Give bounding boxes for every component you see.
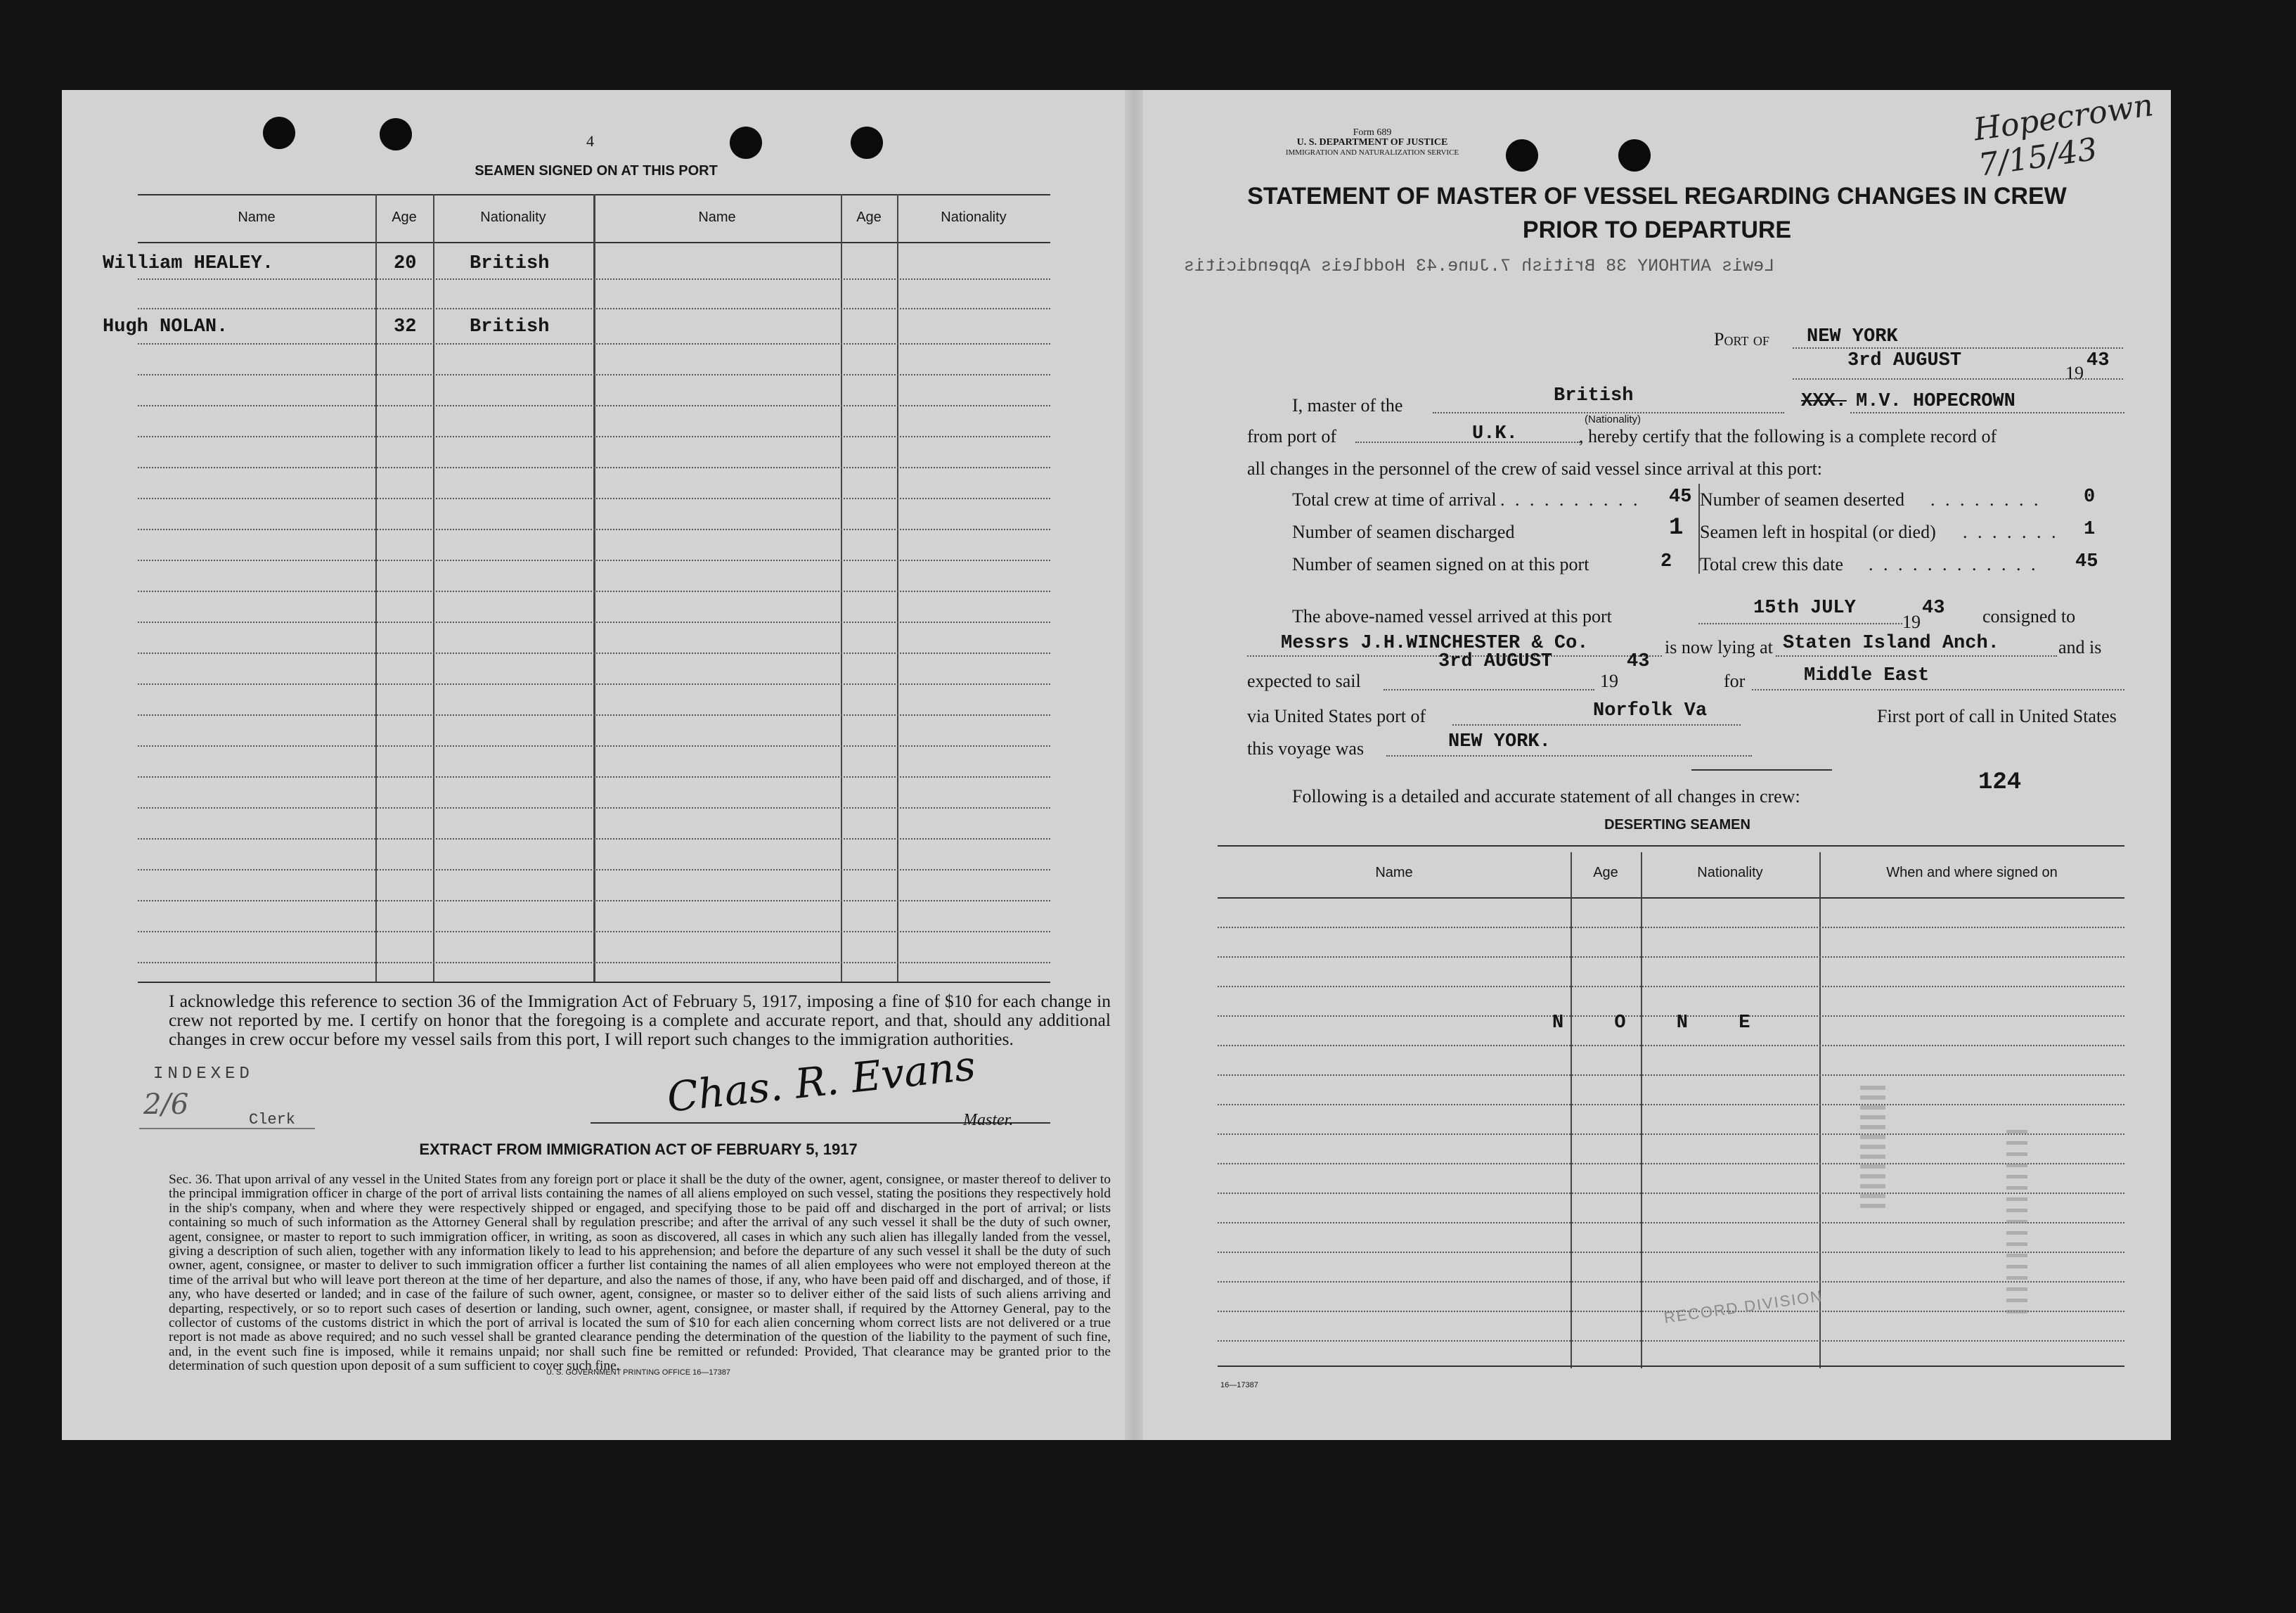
voyage-value: NEW YORK. xyxy=(1448,731,1551,752)
col-age: Age xyxy=(856,210,882,225)
date-stamp-mark xyxy=(1860,1081,1885,1208)
year-short-value: 43 xyxy=(1922,598,1945,619)
seaman-age: 32 xyxy=(394,316,417,338)
date-rule xyxy=(1793,378,2123,380)
row-rule xyxy=(138,776,1050,778)
form-header xyxy=(1274,128,1471,158)
deserted-value: 0 xyxy=(2084,487,2096,508)
extract-title: EXTRACT FROM IMMIGRATION ACT OF FEBRUARY 5, 1917 xyxy=(419,1140,858,1158)
deserting-row-rule xyxy=(1218,1340,2124,1342)
nationality-value: British xyxy=(1554,385,1634,406)
row-rule xyxy=(138,436,1050,437)
indexed-stamp: INDEXED xyxy=(153,1065,254,1084)
sail-date: 3rd AUGUST xyxy=(1438,651,1553,672)
row-rule xyxy=(138,529,1050,530)
number-124: 124 xyxy=(1978,769,2022,796)
seaman-name: William HEALEY. xyxy=(103,253,274,274)
from-port-rule xyxy=(1355,442,1580,443)
deserting-col-age: Age xyxy=(1593,865,1618,880)
vessel-value: M.V. HOPECROWN xyxy=(1856,391,2016,412)
lying-value: Staten Island Anch. xyxy=(1783,633,1999,654)
deserting-row-rule xyxy=(1218,1222,2124,1223)
leader-dots: . . . . . . . . . . xyxy=(1500,489,1641,510)
row-rule xyxy=(138,838,1050,840)
stats-divider xyxy=(1698,484,1700,574)
col-name: Name xyxy=(698,210,736,225)
total-crew-date-value: 45 xyxy=(2075,551,2098,572)
certify-text: , hereby certify that the following is a complete record of xyxy=(1579,426,1997,446)
master-label: Master. xyxy=(963,1111,1014,1129)
record-division-stamp: RECORD DIVISION xyxy=(1663,1287,1824,1327)
col-nationality: Nationality xyxy=(480,210,546,225)
first-port-label: First port of call in United States xyxy=(1877,706,2117,726)
leader-dots: . . . . . . . . . . . . xyxy=(1869,554,2039,574)
printing-office-footer: U. S. GOVERNMENT PRINTING OFFICE 16—17387 xyxy=(546,1368,731,1377)
from-port-label: from port of xyxy=(1247,426,1337,446)
clerk-label: Clerk xyxy=(249,1111,296,1129)
row-rule xyxy=(138,683,1050,685)
table-bottom-rule xyxy=(138,982,1050,983)
via-label: via United States port of xyxy=(1247,706,1426,726)
lying-label: is now lying at xyxy=(1665,637,1773,657)
date-value: 3rd AUGUST xyxy=(1847,350,1962,371)
row-rule xyxy=(138,622,1050,623)
date-stamp-mark xyxy=(2006,1124,2027,1313)
nationality-caption: (Nationality) xyxy=(1585,413,1642,425)
total-crew-arrival: 45 xyxy=(1669,487,1692,508)
deserting-row-rule xyxy=(1218,1193,2124,1194)
row-rule xyxy=(138,498,1050,499)
deserting-top-rule xyxy=(1218,845,2124,847)
form-title: STATEMENT OF MASTER OF VESSEL REGARDING CHANGES IN CREW xyxy=(1247,183,2067,210)
deserting-row-rule xyxy=(1218,1045,2124,1046)
row-rule xyxy=(138,374,1050,375)
deserting-divider xyxy=(1641,852,1642,1368)
arrival-rule xyxy=(1698,623,1902,624)
voyage-label: this voyage was xyxy=(1247,738,1365,759)
voyage-rule xyxy=(1386,755,1752,757)
deserting-row-rule xyxy=(1218,986,2124,987)
deserting-col-signed-on: When and where signed on xyxy=(1886,865,2058,880)
short-rule xyxy=(1691,769,1832,771)
clerk-rule xyxy=(139,1128,315,1129)
destination-rule xyxy=(1752,689,2124,690)
via-value: Norfolk Va xyxy=(1593,700,1708,721)
all-changes-text: all changes in the personnel of the crew of said vessel since arrival at this port: xyxy=(1247,458,1823,479)
statute-text: Sec. 36. That upon arrival of any vessel in the United States from any foreign port or place it shall be the duty of the owner, agent, consignee, or master thereof to deliver to the principal immigration officer in charge of the port of arrival lists containing the names of all aliens employed on such vessel, stating the positions they respectively hold in the ship's company, when and where they were respectively shipped or engaged, and specifying those to be paid off and discharged in the port of arrival; or lists containing so much of such information as the Attorney General shall by regulation prescribe; and after the arrival of any such vessel it shall be the duty of such owner, agent, consignee, or master to report to such immigration officer, in writing, as soon as discovered, all cases in which any such alien has illegally landed from the vessel, giving a description of such alien, together with any information likely to lead to his apprehension; and before the departure of any such vessel it shall be the duty of such owner, agent, consignee, or master to deliver to such immigration officer a further list containing the names of all alien employees who were not employed thereon at the time of the arrival but who will leave port thereon at the time of her departure, and also the names of those, if any, who have been paid off and discharged, and of those, if any, who have deserted or landed; and in case of the failure of such owner, agent, consignee, or master so to deliver either of the said lists of such aliens arriving and departing, respectively, or so to report such cases of desertion or landing, such owner, agent, consignee, or master shall, if required by the Attorney General, pay to the collector of customs of the customs district in which the port of arrival is located the sum of $10 for each alien concerning whom correct lists are not delivered or a true report is not made as above required; and no such vessel shall be granted clearance pending the determination of the question of the liability to the payment of such fine, and, in the event such fine is imposed, while it remains unpaid; nor shall such fine be remitted or refunded: Provided, That clearance may be granted prior to the determination of such question upon deposit of a sum sufficient to cover such fine. xyxy=(169,1172,1111,1374)
column-divider xyxy=(841,194,842,982)
via-rule xyxy=(1452,724,1741,726)
sail-year-value: 43 xyxy=(1627,651,1650,672)
destination: Middle East xyxy=(1804,665,1930,686)
leader-dots: . . . . . . . xyxy=(1963,522,2059,542)
discharged-value: 1 xyxy=(1669,515,1684,541)
row-rule xyxy=(138,653,1050,654)
deserting-row-rule xyxy=(1218,1281,2124,1283)
document-sheet xyxy=(62,87,2171,1440)
nationality-rule xyxy=(1433,412,1784,413)
row-rule xyxy=(138,560,1050,561)
form-footer: 16—17387 xyxy=(1220,1381,1258,1389)
vessel-rule xyxy=(1850,412,2124,413)
vessel-struck: XXX. xyxy=(1801,391,1847,412)
consigned-label: consigned to xyxy=(1982,606,2076,626)
form-number: Form 689 xyxy=(1353,127,1392,138)
row-rule xyxy=(138,745,1050,747)
form-subtitle: PRIOR TO DEPARTURE xyxy=(1522,217,1792,243)
signed-on-label: Number of seamen signed on at this port xyxy=(1292,554,1589,574)
arrival-date: 15th JULY xyxy=(1753,598,1856,619)
lying-rule xyxy=(1776,655,2057,657)
none-text: N O N E xyxy=(1552,1013,1770,1034)
row-rule xyxy=(138,900,1050,901)
year-short: 19 xyxy=(1902,612,1921,632)
row-rule xyxy=(138,807,1050,809)
page-number: 4 xyxy=(586,132,594,150)
bleed-through-text: Lewis ANTHONY 38 British 7.June.43 Hoddleis Appendicitis xyxy=(1184,256,1775,276)
row-rule xyxy=(138,278,1050,280)
deserted-label: Number of seamen deserted xyxy=(1700,489,1904,510)
deserting-row-rule xyxy=(1218,927,2124,928)
leader-dots: . . . . . . . . xyxy=(1930,489,2042,510)
section-title: SEAMEN SIGNED ON AT THIS PORT xyxy=(475,163,718,179)
row-rule xyxy=(138,343,1050,345)
arrival-prefix: The above-named vessel arrived at this port xyxy=(1292,606,1612,626)
deserting-row-rule xyxy=(1218,1252,2124,1253)
deserting-col-name: Name xyxy=(1375,865,1413,880)
col-age: Age xyxy=(392,210,417,225)
port-label: Port of xyxy=(1714,329,1769,349)
sail-label: expected to sail xyxy=(1247,671,1361,691)
deserting-col-nationality: Nationality xyxy=(1697,865,1763,880)
row-rule xyxy=(138,405,1050,406)
total-crew-date-label: Total crew this date xyxy=(1700,554,1843,574)
master-signature: Chas. R. Evans xyxy=(664,1041,978,1122)
row-rule xyxy=(138,591,1050,592)
row-rule xyxy=(138,962,1050,963)
deserting-header-rule xyxy=(1218,897,2124,899)
row-rule xyxy=(138,308,1050,309)
year-prefix: 19 xyxy=(2065,363,2084,383)
page-fold xyxy=(1125,90,1143,1440)
department: U. S. DEPARTMENT OF JUSTICE xyxy=(1296,137,1448,148)
deserting-row-rule xyxy=(1218,956,2124,958)
clerk-mark: 2/6 xyxy=(143,1088,189,1121)
seaman-age: 20 xyxy=(394,253,417,274)
right-page xyxy=(1143,87,2171,1440)
total-crew-arrival-label: Total crew at time of arrival xyxy=(1292,489,1497,510)
deserting-bottom-rule xyxy=(1218,1365,2124,1367)
col-nationality: Nationality xyxy=(941,210,1007,225)
left-page xyxy=(62,90,1125,1440)
sail-year: 19 xyxy=(1600,671,1618,691)
deserting-divider xyxy=(1571,852,1572,1368)
hospital-label: Seamen left in hospital (or died) xyxy=(1700,522,1936,542)
deserting-row-rule xyxy=(1218,1074,2124,1076)
sail-rule xyxy=(1384,689,1594,690)
row-rule xyxy=(138,869,1050,870)
port-rule xyxy=(1793,347,2123,349)
deserting-row-rule xyxy=(1218,1163,2124,1164)
handwritten-note: Hopecrown 7/15/43 xyxy=(1971,87,2156,184)
seaman-nationality: British xyxy=(470,316,550,338)
col-name: Name xyxy=(238,210,276,225)
column-divider xyxy=(375,194,377,982)
hospital-value: 1 xyxy=(2084,519,2096,540)
deserting-title: DESERTING SEAMEN xyxy=(1604,817,1750,833)
discharged-label: Number of seamen discharged xyxy=(1292,522,1515,542)
from-port-value: U.K. xyxy=(1472,423,1518,444)
deserting-row-rule xyxy=(1218,1133,2124,1135)
service: IMMIGRATION AND NATURALIZATION SERVICE xyxy=(1285,148,1459,157)
seaman-nationality: British xyxy=(470,253,550,274)
consignee: Messrs J.H.WINCHESTER & Co. xyxy=(1281,633,1589,654)
row-rule xyxy=(138,467,1050,468)
and-is: and is xyxy=(2058,637,2102,657)
signed-on-value: 2 xyxy=(1660,551,1672,572)
row-rule xyxy=(138,714,1050,716)
master-prefix: I, master of the xyxy=(1292,395,1403,416)
deserting-row-rule xyxy=(1218,1104,2124,1105)
column-divider xyxy=(593,194,595,982)
for-label: for xyxy=(1724,671,1746,691)
year-value: 43 xyxy=(2087,350,2110,371)
port-value: NEW YORK xyxy=(1807,326,1898,347)
acknowledgment-text: I acknowledge this reference to section 36 of the Immigration Act of February 5, 1917, imposing a fine of $10 for each change in crew not reported by me. I certify on honor that the foregoing is a complete and accurate report, and that, should any additional changes in crew occur before my vessel sails from this port, I will report such changes to the immigration authorities. xyxy=(169,991,1111,1049)
column-divider xyxy=(433,194,434,982)
following-text: Following is a detailed and accurate statement of all changes in crew: xyxy=(1292,786,1800,806)
row-rule xyxy=(138,931,1050,932)
seaman-name: Hugh NOLAN. xyxy=(103,316,228,338)
column-divider xyxy=(897,194,898,982)
